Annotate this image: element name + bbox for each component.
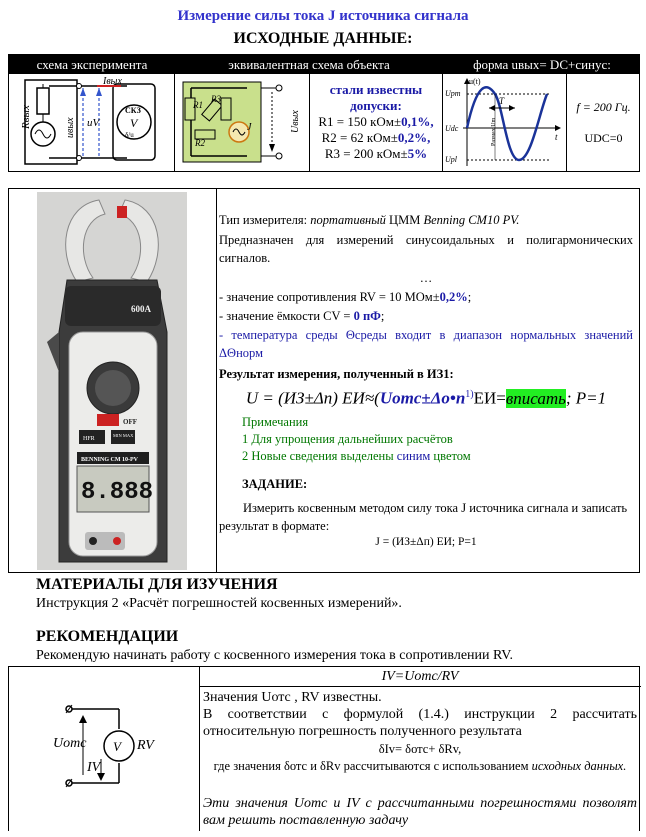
device-off-label: OFF: [123, 418, 137, 426]
device-hfr-label: HFR: [83, 436, 95, 442]
wave-label-t: t: [555, 132, 558, 142]
eq-label-u-vyh: Uвых: [290, 110, 301, 133]
main-divider: [216, 189, 217, 572]
frequency-cell: [567, 74, 640, 171]
eq-label-r2: R2: [195, 138, 205, 148]
waveform-cell: [443, 74, 567, 171]
eq-label-r1: R1: [193, 100, 203, 110]
rec-formula-line: [199, 686, 641, 687]
task-text: Измерить косвенным методом силу тока J источника сигнала и записать результат в формате:: [219, 501, 628, 533]
rec-label-v: V: [113, 739, 121, 754]
wave-label-udc: Udc: [445, 124, 459, 133]
experiment-scheme-cell: [9, 74, 175, 171]
rec-label-i-v: IV: [87, 760, 101, 775]
experiment-scheme-diagram: [9, 74, 174, 171]
equivalent-scheme-cell: [175, 74, 310, 171]
eq-label-j: J: [247, 122, 252, 133]
col-experiment-scheme: схема эксперимента: [36, 57, 148, 72]
wave-label-ut: u(t): [469, 77, 481, 86]
wave-label-upm: Upm: [445, 89, 461, 98]
rec-label-u-ots: Uотс: [53, 736, 87, 751]
rec-circuit-diagram: [9, 667, 198, 832]
ellipsis: …: [419, 271, 433, 285]
notes-heading: Примечания: [242, 415, 309, 429]
clamp-meter-image: [37, 192, 187, 570]
capacitance-line: - значение ёмкости CV = 0 пФ;: [219, 309, 385, 323]
rec-line3: δIv= δотс+ δRv,: [378, 742, 462, 756]
tol-r1-value: 0,1%,: [401, 114, 434, 129]
label-i-vyh: Iвых: [103, 76, 122, 87]
device-model-tag: 600A: [131, 304, 151, 314]
tol-line2: допуски:: [350, 98, 402, 113]
device-brand: BENNING CM 10-PV: [81, 457, 138, 463]
recommendations-text: Рекомендую начинать работу с косвенного измерения тока в сопротивлении RV.: [36, 648, 514, 663]
tol-r1: R1 = 150 кОм±: [318, 114, 402, 129]
label-du: δ/u: [125, 131, 134, 139]
col-waveform: форма uвых= DC+синус:: [473, 57, 611, 72]
task-formula: J = (ИЗ±Δп) ЕИ; P=1: [375, 536, 477, 548]
tol-r3-value: 5%: [407, 146, 428, 161]
waveform-diagram: [443, 74, 566, 171]
page-subtitle: ИСХОДНЫЕ ДАННЫЕ:: [233, 30, 413, 47]
meter-type: Тип измерителя: портативный ЦММ Benning CM10 PV.: [219, 213, 520, 227]
rec-line1: Значения Uотс , RV известны.: [203, 690, 382, 705]
result-heading: Результат измерения, полученный в ИЗ1:: [219, 367, 454, 381]
tol-line1: стали известны: [329, 82, 423, 97]
col-equivalent-scheme: эквивалентная схема объекта: [228, 57, 390, 72]
rec-line2: В соответствии с формулой (1.4.) инструкции 2 рассчитать относительную погрешность полученного результата: [203, 707, 637, 739]
eq-label-r3: R3: [211, 94, 221, 104]
label-u-v: uV: [87, 117, 100, 129]
wave-label-ratio: Размах Um: [491, 117, 497, 146]
wave-label-period: T: [499, 96, 505, 106]
wave-label-upl: Upl: [445, 155, 457, 164]
materials-heading: МАТЕРИАЛЫ ДЛЯ ИЗУЧЕНИЯ: [36, 576, 278, 593]
fill-in-field[interactable]: вписать: [505, 388, 566, 408]
temperature-line: - температура среды Θсреды входит в диапазон нормальных значений ΔΘнорм: [219, 328, 633, 360]
label-v: V: [130, 116, 138, 130]
label-u-vyh: uвых: [65, 117, 76, 138]
label-sko: СКЗ: [125, 106, 141, 115]
recommendations-heading: РЕКОМЕНДАЦИИ: [36, 628, 179, 645]
input-table-header: [9, 55, 639, 74]
note-1: 1 Для упрощения дальнейших расчётов: [242, 432, 453, 446]
rec-formula: IV=Uотс/RV: [381, 669, 459, 684]
tol-r2: R2 = 62 кОм±: [321, 130, 398, 145]
recommendation-box: [8, 666, 640, 831]
tol-r3: R3 = 200 кОм±: [324, 146, 408, 161]
device-display: 8.888: [81, 479, 154, 506]
clamp-meter-photo: [37, 192, 187, 570]
result-formula: U = (ИЗ±Δп) $ЕИ\approx(Uотс\pm\Delta о•п^{1)}ЕИ=вписать$; P=1: [245, 388, 607, 408]
equivalent-scheme-diagram: [175, 74, 309, 171]
label-r-vyh: Rвых: [20, 105, 32, 129]
materials-text: Инструкция 2 «Расчёт погрешностей косвенных измерений».: [36, 596, 402, 611]
resistance-line: - значение сопротивления RV = 10 МОм±0,2%;: [219, 290, 472, 304]
page-title: Измерение силы тока J источника сигнала: [177, 8, 469, 24]
rec-line5: Эти значения Uотс и IV с рассчитанными погрешностями позволят вам решить поставленную задачу: [203, 796, 637, 828]
input-data-table: [8, 54, 640, 172]
note-2: 2 Новые сведения выделены синим цветом: [242, 449, 471, 463]
rec-line4: где значения δотс и δRv рассчитываются с использованием исходных данных.: [213, 759, 627, 773]
udc-value: UDC=0: [584, 131, 623, 145]
rec-divider: [199, 667, 200, 831]
device-description-box: [8, 188, 640, 573]
tolerance-cell: [310, 74, 443, 171]
device-minmax-label: MIN MAX: [113, 433, 134, 438]
task-heading: ЗАДАНИЕ:: [242, 477, 308, 491]
meter-purpose: Предназначен для измерений синусоидальных и полигармонических сигналов.: [219, 233, 633, 265]
frequency-value: f = 200 Гц.: [576, 100, 631, 114]
tol-r2-value: 0,2%,: [397, 130, 431, 145]
rec-label-r-v: RV: [137, 738, 154, 753]
